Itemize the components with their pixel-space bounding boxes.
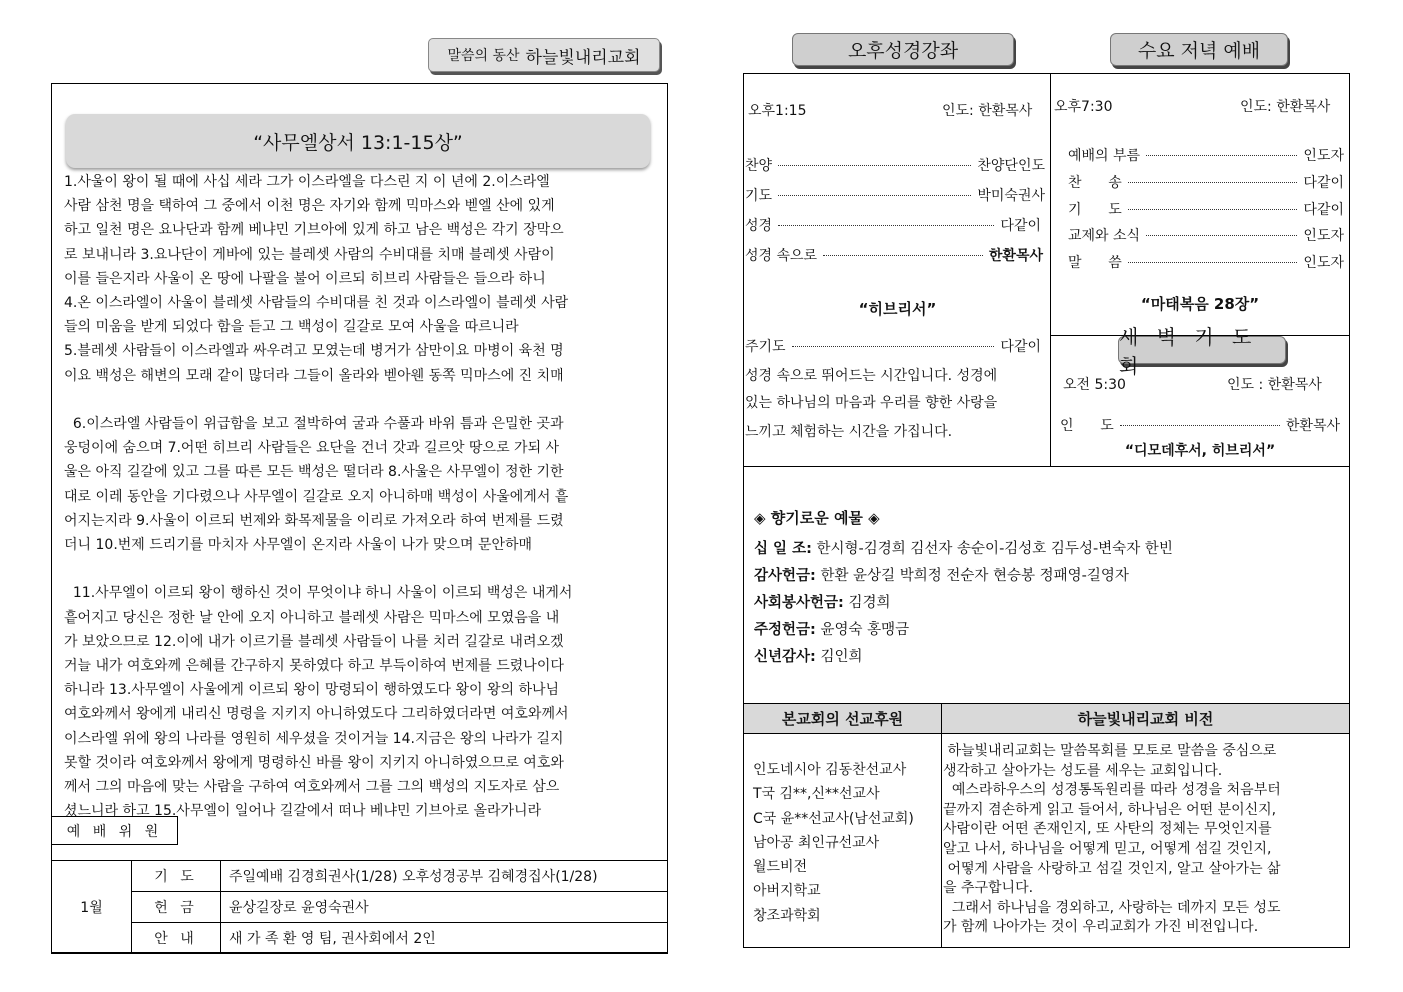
afternoon-study-heading: 오후성경강좌: [792, 33, 1014, 66]
duty-role: 기 도: [132, 861, 221, 892]
item-label: 기 도: [1068, 202, 1122, 218]
vision-line: 예스라하우스의 성경통독원리를 따라 성경을 처음부터: [943, 782, 1281, 799]
list-item: 아버지학교: [753, 883, 821, 900]
table-row: [52, 892, 668, 923]
scripture-line: 5.블레셋 사람들이 이스라엘과 싸우려고 모였는데 병거가 삼만이요 마병이 육천 명: [64, 343, 564, 360]
leader-dots: [1146, 235, 1297, 236]
scripture-line: 4.온 이스라엘이 사울이 블레셋 사람들의 수비대를 친 것과 이스라엘이 블레셋 사람: [64, 295, 569, 312]
paragraph-gap: [64, 557, 652, 581]
leader-dots: [778, 165, 971, 166]
offering-label: 사회봉사헌금:: [754, 595, 844, 611]
list-item: 인도네시아 김동찬선교사: [753, 762, 907, 778]
dawn-time: 오전 5:30: [1063, 377, 1126, 393]
scripture-line: 가 보았으므로 12.이에 내가 이르기를 블레셋 사람들이 나를 치러 길갈로 내려오겠: [64, 633, 564, 650]
offering-label: 감사헌금:: [754, 568, 816, 584]
item-value: 한환목사: [1285, 418, 1340, 434]
vision-line: 생각하고 살아가는 성도를 세우는 교회입니다.: [943, 762, 1223, 779]
dawn-item: [1060, 415, 1340, 435]
church-name-tag: [428, 38, 660, 72]
services-divider: [1050, 73, 1051, 467]
worship-committee-label: 예 배 위 원: [51, 816, 178, 845]
item-value: 다같이: [1000, 339, 1041, 355]
wednesday-book: “마태복음 28장”: [1140, 295, 1260, 313]
afternoon-item: [745, 155, 1045, 175]
list-item: 창조과학회: [753, 907, 821, 924]
scripture-line: 대로 이레 동안을 기다렸으나 사무엘이 길갈로 오지 아니하매 백성이 사울에게서 흩: [64, 488, 569, 505]
leader-dots: [1128, 209, 1298, 210]
item-value: 인도자: [1303, 255, 1344, 271]
afternoon-closing: [745, 336, 1041, 356]
tag-church-name: 하늘빛내리교회: [525, 47, 641, 68]
scripture-line: 1.사울이 왕이 될 때에 사십 세라 그가 이스라엘을 다스린 지 이 년에 2.이스라엘: [64, 174, 550, 190]
item-label: 성경 속으로: [745, 248, 818, 264]
afternoon-description-line: 느끼고 체험하는 시간을 가집니다.: [745, 424, 953, 440]
wednesday-item: [1068, 225, 1344, 245]
offering-line: [754, 564, 1129, 585]
duty-detail: 윤상길장로 윤영숙권사: [221, 892, 668, 923]
wednesday-item: [1068, 172, 1344, 192]
wednesday-item: [1068, 199, 1344, 219]
item-label: 말 씀: [1068, 255, 1122, 271]
vision-line: 그래서 하나님을 경외하고, 사랑하는 데까지 모든 성도: [943, 899, 1281, 916]
missions-vision-divider: [941, 733, 942, 948]
list-item: C국 윤**선교사(남선교회): [753, 810, 914, 827]
afternoon-item: [745, 215, 1041, 235]
vision-line: 사람이란 어떤 존재인지, 또 사탄의 정체는 무엇인지를: [943, 821, 1272, 838]
item-value: 인도자: [1303, 228, 1344, 244]
scripture-line: 여호와께서 왕에게 내리신 명령을 지키지 아니하였도다 그리하였더라면 여호와께서: [64, 706, 569, 723]
afternoon-item: [745, 185, 1045, 205]
scripture-line: 흩어지고 당신은 정한 날 안에 오지 아니하고 블레셋 사람은 믹마스에 모였음을 내: [64, 609, 560, 626]
item-label: 기도: [745, 188, 773, 204]
item-label: 찬 송: [1068, 175, 1122, 191]
scripture-line: 하니라 13.사무엘이 사울에게 이르되 왕이 망령되이 행하였도다 왕이 왕의 하나님: [64, 682, 560, 699]
leader-dots: [792, 346, 995, 347]
item-value: 한환목사: [988, 248, 1043, 264]
list-item: 월드비전: [753, 859, 808, 876]
wednesday-time: 오후7:30: [1054, 99, 1113, 115]
afternoon-book: “히브리서”: [858, 300, 937, 318]
offering-label: 주정헌금:: [754, 622, 816, 638]
item-label: 인 도: [1060, 418, 1114, 434]
leader-dots: [1146, 155, 1297, 156]
item-value: 박미숙권사: [977, 188, 1045, 204]
offering-names: 김경희: [848, 595, 891, 611]
scripture-line: 11.사무엘이 이르되 왕이 행하신 것이 무엇이냐 하니 사울이 이르되 백성은 내게서: [64, 585, 573, 602]
vision-line: 어떻게 사람을 사랑하고 섬길 것인지, 알고 살아가는 삶: [943, 860, 1281, 877]
scripture-line: 어지는지라 9.사울이 이르되 번제와 화목제물을 이리로 가져오라 하여 번제를 드렸: [64, 512, 564, 529]
vision-line: 하늘빛내리교회는 말씀목회를 모토로 말씀을 중심으로: [943, 743, 1277, 759]
duty-detail: 주일예배 김경희권사(1/28) 오후성경공부 김혜경집사(1/28): [221, 861, 668, 892]
offering-names: 김인희: [820, 649, 863, 665]
offering-line: [754, 645, 862, 666]
scripture-line: 사람 삼천 명을 택하여 그 중에서 이천 명은 자기와 함께 믹마스와 벧엘 산에 있게: [64, 198, 555, 215]
offering-names: 한환 윤상길 박희정 전순자 현승봉 정패영-길영자: [820, 568, 1129, 584]
dawn-prayer-heading: 새 벽 기 도 회: [1118, 336, 1286, 364]
offering-line: [754, 591, 890, 612]
scripture-line: 거늘 내가 여호와께 은혜를 간구하지 못하였다 하고 부득이하여 번제를 드렸나이다: [64, 658, 564, 675]
scripture-text: [64, 170, 652, 823]
list-item: 남아공 최인규선교사: [753, 834, 880, 851]
offerings-heading: ◈ 향기로운 예물 ◈: [754, 509, 880, 527]
offering-label: 십 일 조:: [754, 541, 812, 557]
item-value: 다같이: [1303, 175, 1344, 191]
scripture-line: 하고 일천 명은 요나단과 함께 베냐민 기브아에 있게 하고 남은 백성은 각기 장막으: [64, 222, 564, 239]
scripture-line: 이를 들은지라 사울이 온 땅에 나팔을 불어 이르되 히브리 사람들은 들으라 하니: [64, 270, 546, 287]
item-label: 교제와 소식: [1068, 228, 1141, 244]
table-row: [52, 861, 668, 892]
item-value: 다같이: [1000, 218, 1041, 234]
vision-line: 을 추구합니다.: [943, 880, 1034, 897]
scripture-line: 못할 것이라 여호와께서 왕에게 명령하신 바를 왕이 지키지 아니하였으므로 여호와: [64, 754, 564, 771]
duty-role: 안 내: [132, 923, 221, 954]
scripture-line: 이스라엘 위에 왕의 나라를 영원히 세우셨을 것이거늘 14.지금은 왕의 나라가 길지: [64, 730, 564, 747]
missions-heading: 본교회의 선교후원: [743, 703, 942, 734]
duty-detail: 새 가 족 환 영 팀, 권사회에서 2인: [221, 923, 668, 954]
item-label: 주기도: [745, 339, 786, 355]
afternoon-description-line: 성경 속으로 뛰어드는 시간입니다. 성경에: [745, 368, 998, 384]
afternoon-leader: 인도: 한환목사: [942, 103, 1033, 119]
vision-line: 가 함께 나아가는 것이 우리교회가 가진 비전입니다.: [943, 919, 1259, 936]
dawn-book: “디모데후서, 히브리서”: [1124, 443, 1276, 459]
duty-month: 1월: [52, 861, 132, 954]
vision-text: [943, 742, 1345, 938]
table-row: [52, 923, 668, 954]
vision-line: 알고 나서, 하나님을 어떻게 믿고, 어떻게 섬길 것인지,: [943, 840, 1272, 857]
scripture-line: 더니 10.번제 드리기를 마치자 사무엘이 온지라 사울이 나가 맞으며 문안하매: [64, 537, 533, 554]
tag-motto: 말씀의 동산: [447, 48, 520, 64]
item-label: 성경: [745, 218, 773, 234]
duty-role: 헌 금: [132, 892, 221, 923]
wednesday-item: [1068, 252, 1344, 272]
scripture-line: 울은 아직 길갈에 있고 그를 따른 모든 백성은 떨더라 8.사울은 사무엘이 정한 기한: [64, 464, 564, 481]
offerings-box: [743, 466, 1350, 704]
offering-line: [754, 537, 1173, 558]
vision-line: 끝까지 겸손하게 읽고 들어서, 하나님은 어떤 분이신지,: [943, 801, 1277, 818]
wednesday-service-heading: 수요 저녁 예배: [1110, 33, 1288, 66]
leader-dots: [1128, 182, 1298, 183]
leader-dots: [1120, 425, 1280, 426]
leader-dots: [1128, 262, 1298, 263]
leader-dots: [778, 225, 994, 226]
leader-dots: [823, 255, 983, 256]
offering-names: 윤영숙 홍맹금: [820, 622, 910, 638]
wednesday-item: [1068, 145, 1344, 165]
item-value: 인도자: [1303, 148, 1344, 164]
vision-heading: 하늘빛내리교회 비전: [941, 703, 1350, 734]
paragraph-gap: [64, 388, 652, 412]
afternoon-description-line: 있는 하나님의 마음과 우리를 향한 사랑을: [745, 395, 998, 411]
offering-line: [754, 618, 909, 639]
scripture-line: 셨느니라 하고 15.사무엘이 일어나 길갈에서 떠나 베냐민 기브아로 올라가니라: [64, 803, 542, 820]
offering-label: 신년감사:: [754, 649, 816, 665]
item-label: 예배의 부름: [1068, 148, 1141, 164]
dawn-leader: 인도 : 한환목사: [1227, 377, 1322, 393]
wednesday-leader: 인도: 한환목사: [1240, 99, 1331, 115]
item-value: 다같이: [1303, 202, 1344, 218]
list-item: T국 김**,신**선교사: [753, 786, 880, 803]
scripture-line: 로 보내니라 3.요나단이 게바에 있는 블레셋 사람의 수비대를 치매 블레셋 사람이: [64, 246, 555, 263]
duty-table: [51, 860, 668, 954]
scripture-line: 께서 그의 마음에 맞는 사람을 구하여 여호와께서 그를 그의 백성의 지도자로 삼으: [64, 779, 560, 796]
scripture-line: 웅덩이에 숨으며 7.어떤 히브리 사람들은 요단을 건너 갓과 길르앗 땅으로 가되 사: [64, 440, 560, 457]
scripture-line: 6.이스라엘 사람들이 위급함을 보고 절박하여 굴과 수풀과 바위 틈과 은밀한 곳과: [64, 416, 564, 433]
scripture-title: “사무엘상서 13:1-15상”: [66, 114, 650, 168]
offering-names: 한시형-김경희 김선자 송순이-김성호 김두성-변숙자 한빈: [816, 541, 1173, 557]
item-label: 찬양: [745, 158, 773, 174]
leader-dots: [778, 195, 971, 196]
scripture-line: 이요 백성은 해변의 모래 같이 많더라 그들이 올라와 벧아웬 동쪽 믹마스에 진 치매: [64, 367, 564, 384]
scripture-line: 들의 미움을 받게 되었다 함을 듣고 그 백성이 길갈로 모여 사울을 따르니라: [64, 319, 519, 336]
afternoon-item: [745, 245, 1043, 265]
item-value: 찬양단인도: [977, 158, 1045, 174]
missions-list: [753, 758, 914, 928]
afternoon-time: 오후1:15: [748, 103, 807, 119]
